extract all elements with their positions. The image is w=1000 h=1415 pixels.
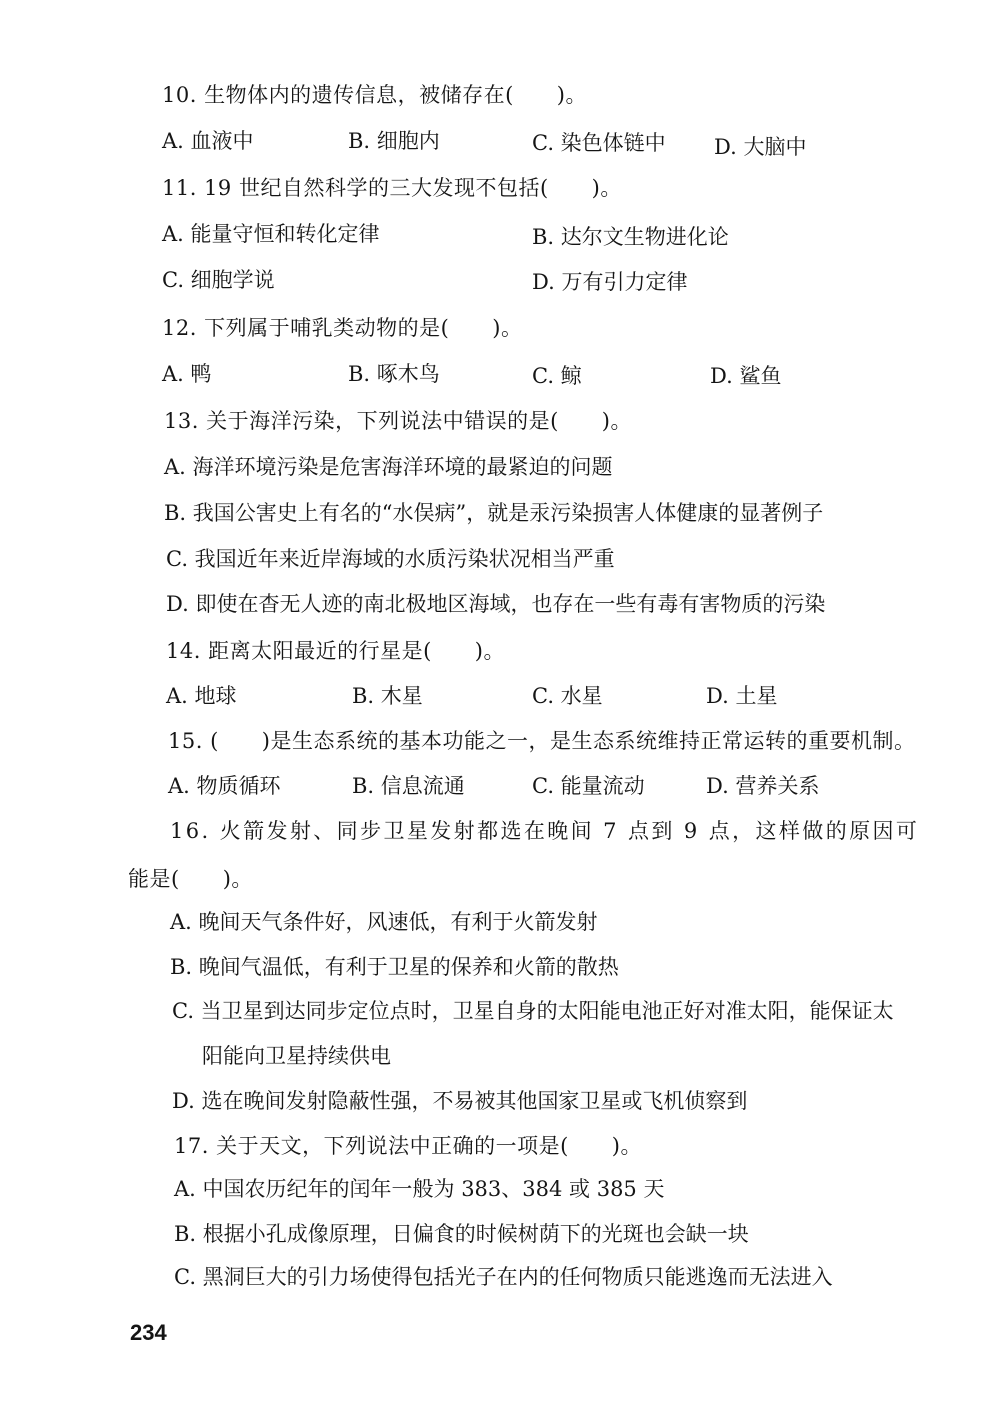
question-16-option-b: B. 晚间气温低，有利于卫星的保养和火箭的散热 (170, 955, 619, 979)
question-11-option-b: B. 达尔文生物进化论 (532, 225, 729, 249)
question-10-option-a: A. 血液中 (162, 129, 254, 153)
question-14-option-d: D. 土星 (706, 684, 778, 708)
question-15-option-a: A. 物质循环 (168, 774, 281, 798)
question-17-option-c: C. 黑洞巨大的引力场使得包括光子在内的任何物质只能逃逸而无法进入 (174, 1265, 833, 1289)
question-13-option-b: B. 我国公害史上有名的“水俣病”，就是汞污染损害人体健康的显著例子 (164, 501, 824, 525)
question-17-option-b: B. 根据小孔成像原理，日偏食的时候树荫下的光斑也会缺一块 (174, 1222, 749, 1246)
question-13-option-d: D. 即使在杳无人迹的南北极地区海域，也存在一些有毒有害物质的污染 (166, 592, 826, 616)
question-12-option-c: C. 鲸 (532, 364, 582, 388)
question-14-stem: 14. 距离太阳最近的行星是( )。 (166, 639, 505, 663)
question-16-stem-line2: 能是( )。 (128, 867, 253, 891)
question-15-option-d: D. 营养关系 (706, 774, 820, 798)
question-15-option-c: C. 能量流动 (532, 774, 645, 798)
question-13-option-a: A. 海洋环境污染是危害海洋环境的最紧迫的问题 (164, 455, 613, 479)
question-16-option-a: A. 晚间天气条件好，风速低，有利于火箭发射 (170, 910, 598, 934)
question-15-stem: 15. ( )是生态系统的基本功能之一，是生态系统维持正常运转的重要机制。 (168, 729, 916, 753)
question-11-option-d: D. 万有引力定律 (532, 270, 688, 294)
question-12-option-a: A. 鸭 (162, 362, 212, 386)
question-17-option-a: A. 中国农历纪年的闰年一般为 383、384 或 385 天 (174, 1177, 665, 1201)
question-14-option-c: C. 水星 (532, 684, 603, 708)
question-14-option-b: B. 木星 (352, 684, 423, 708)
question-16-option-c-line2: 阳能向卫星持续供电 (202, 1044, 391, 1068)
question-11-option-c: C. 细胞学说 (162, 268, 275, 292)
question-13-option-c: C. 我国近年来近岸海域的水质污染状况相当严重 (166, 547, 615, 571)
question-12-option-b: B. 啄木鸟 (348, 362, 440, 386)
question-17-stem: 17. 关于天文，下列说法中正确的一项是( )。 (174, 1134, 642, 1158)
question-12-option-d: D. 鲨鱼 (710, 364, 782, 388)
question-14-option-a: A. 地球 (166, 684, 237, 708)
question-16-option-c-line1: C. 当卫星到达同步定位点时，卫星自身的太阳能电池正好对准太阳，能保证太 (172, 999, 894, 1023)
question-16-stem-line1: 16. 火箭发射、同步卫星发射都选在晚间 7 点到 9 点，这样做的原因可 (170, 819, 920, 843)
question-15-option-b: B. 信息流通 (352, 774, 465, 798)
page-number: 234 (130, 1320, 167, 1345)
question-10-option-b: B. 细胞内 (348, 129, 440, 153)
question-16-option-d: D. 选在晚间发射隐蔽性强，不易被其他国家卫星或飞机侦察到 (172, 1089, 748, 1113)
question-11-stem: 11. 19 世纪自然科学的三大发现不包括( )。 (162, 176, 622, 200)
question-12-stem: 12. 下列属于哺乳类动物的是( )。 (162, 316, 523, 340)
question-10-option-d: D. 大脑中 (714, 135, 807, 159)
question-13-stem: 13. 关于海洋污染，下列说法中错误的是( )。 (164, 409, 632, 433)
question-10-stem: 10. 生物体内的遗传信息，被储存在( )。 (162, 83, 587, 107)
question-11-option-a: A. 能量守恒和转化定律 (162, 222, 380, 246)
question-10-option-c: C. 染色体链中 (532, 131, 666, 155)
